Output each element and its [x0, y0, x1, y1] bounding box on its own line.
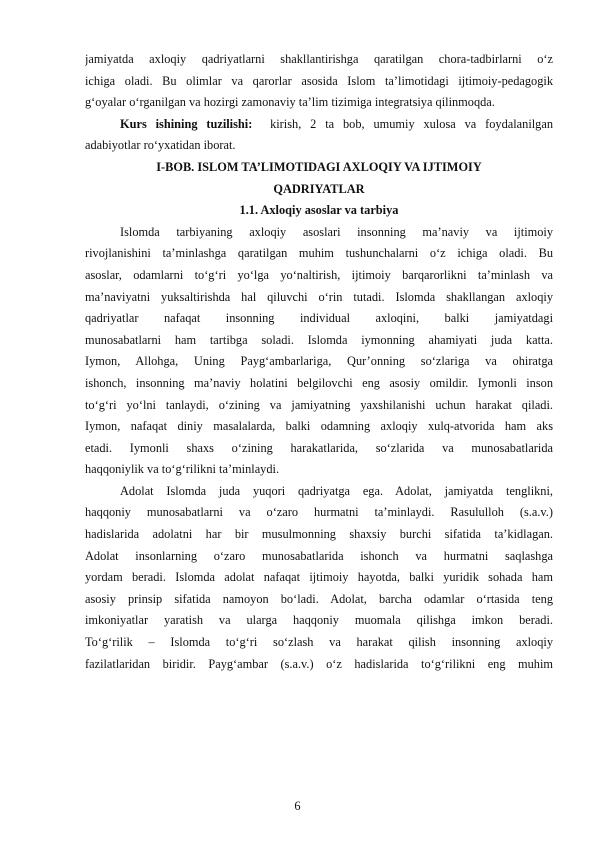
text-line: Islomda tarbiyaning axloqiy asoslari insonning ma’naviy va ijtimoiy — [120, 224, 553, 239]
structure-text: kirish, 2 ta bob, umumiy xulosa va foydalanilgan — [252, 116, 553, 131]
text-line: to‘g‘ri yo‘lni tanlaydi, o‘zining va jamiyatning yaxshilanishi uchun harakat qiladi. — [85, 397, 553, 412]
paragraph-axloqiy-asoslar — [85, 222, 553, 481]
text-line: munosabatlarni ham tartibga soladi. Islomda iymonning ahamiyati juda katta. — [85, 332, 553, 347]
text-line: To‘g‘rilik – Islomda to‘g‘ri so‘zlash va harakat qilish insonning axloqiy — [85, 635, 553, 650]
paragraph-adolat — [85, 481, 553, 675]
text-line: ma’naviyatni yuksaltirishda hal qiluvchi o‘rin tutadi. Islomda shakllangan axloqiy — [85, 289, 553, 304]
chapter-title-line-2: QADRIYATLAR — [273, 181, 365, 196]
text-line: haqqoniylik va to‘g‘rilikni ta’minlaydi. — [85, 462, 280, 477]
page-number: 6 — [294, 799, 301, 813]
text-line: Adolat insonlarning o‘zaro munosabatlarida ishonch va hurmatni saqlashga — [85, 548, 553, 563]
intro-paragraph — [85, 49, 553, 114]
chapter-title-line-1: I-BOB. ISLOM TA’LIMOTIDAGI AXLOQIY VA IJTIMOIY — [156, 159, 482, 174]
text-line: jamiyatda axloqiy qadriyatlarni shakllantirishga qaratilgan chora-tadbirlarni o‘z — [85, 52, 553, 66]
text-line: fazilatlaridan biridir. Payg‘ambar (s.a.v.) o‘z hadislarida to‘g‘rilikni eng muhim — [85, 656, 553, 671]
text-line: asoslar, odamlarni to‘g‘ri yo‘lga yo‘naltirish, ijtimoiy barqarorlikni ta’minlash va — [85, 267, 553, 282]
text-line: Iymon, nafaqat diniy masalalarda, balki odamning axloqiy xulq-atvorida ham aks — [85, 419, 553, 434]
structure-paragraph — [85, 114, 553, 157]
section-title: 1.1. Axloqiy asoslar va tarbiya — [239, 203, 399, 218]
structure-label: Kurs ishining tuzilishi: — [120, 116, 253, 131]
text-line: Iymon, Allohga, Uning Payg‘ambarlariga, Qur’onning so‘zlariga va ohiratga — [85, 354, 553, 369]
text-line: qadriyatlar nafaqat insonning individual axloqini, balki jamiyatdagi — [85, 311, 553, 326]
text-line: rivojlanishini ta’minlashga qaratilgan muhim tushunchalarni o‘z ichiga oladi. Bu — [85, 246, 553, 261]
text-line: etadi. Iymonli shaxs o‘zining harakatlarida, so‘zlarida va munosabatlarida — [85, 440, 553, 455]
text-line: asosiy prinsip sifatida namoyon bo‘ladi. Adolat, barcha odamlar o‘rtasida teng — [85, 591, 553, 606]
text-line: ichiga oladi. Bu olimlar va qarorlar asosida Islom ta’limotidagi ijtimoiy-pedagogik — [85, 73, 553, 88]
text-line: ishonch, insonning ma’naviy holatini belgilovchi eng asosiy omildir. Iymonli inson — [85, 375, 553, 390]
text-line: imkoniyatlar yaratish va ularga haqqoniy muomala qilishga imkon beradi. — [85, 613, 553, 628]
text-line: g‘oyalar o‘rganilgan va hozirgi zamonaviy ta’lim tizimiga integratsiya qilinmoqda. — [85, 95, 495, 110]
text-line — [85, 114, 553, 136]
text-line: yordam beradi. Islomda adolat nafaqat ijtimoiy hayotda, balki yuridik sohada ham — [85, 570, 553, 585]
text-line: Adolat Islomda juda yuqori qadriyatga ega. Adolat, jamiyatda tenglikni, — [120, 483, 553, 498]
text-line: haqqoniy munosabatlarni va o‘zaro hurmatni ta’minlaydi. Rasululloh (s.a.v.) — [85, 505, 553, 520]
text-line: hadislarida adolatni har bir musulmonning shaxsiy burchi sifatida ta’kidlagan. — [85, 527, 553, 542]
document-page — [85, 49, 553, 675]
text-line: adabiyotlar ro‘yxatidan iborat. — [85, 138, 236, 153]
